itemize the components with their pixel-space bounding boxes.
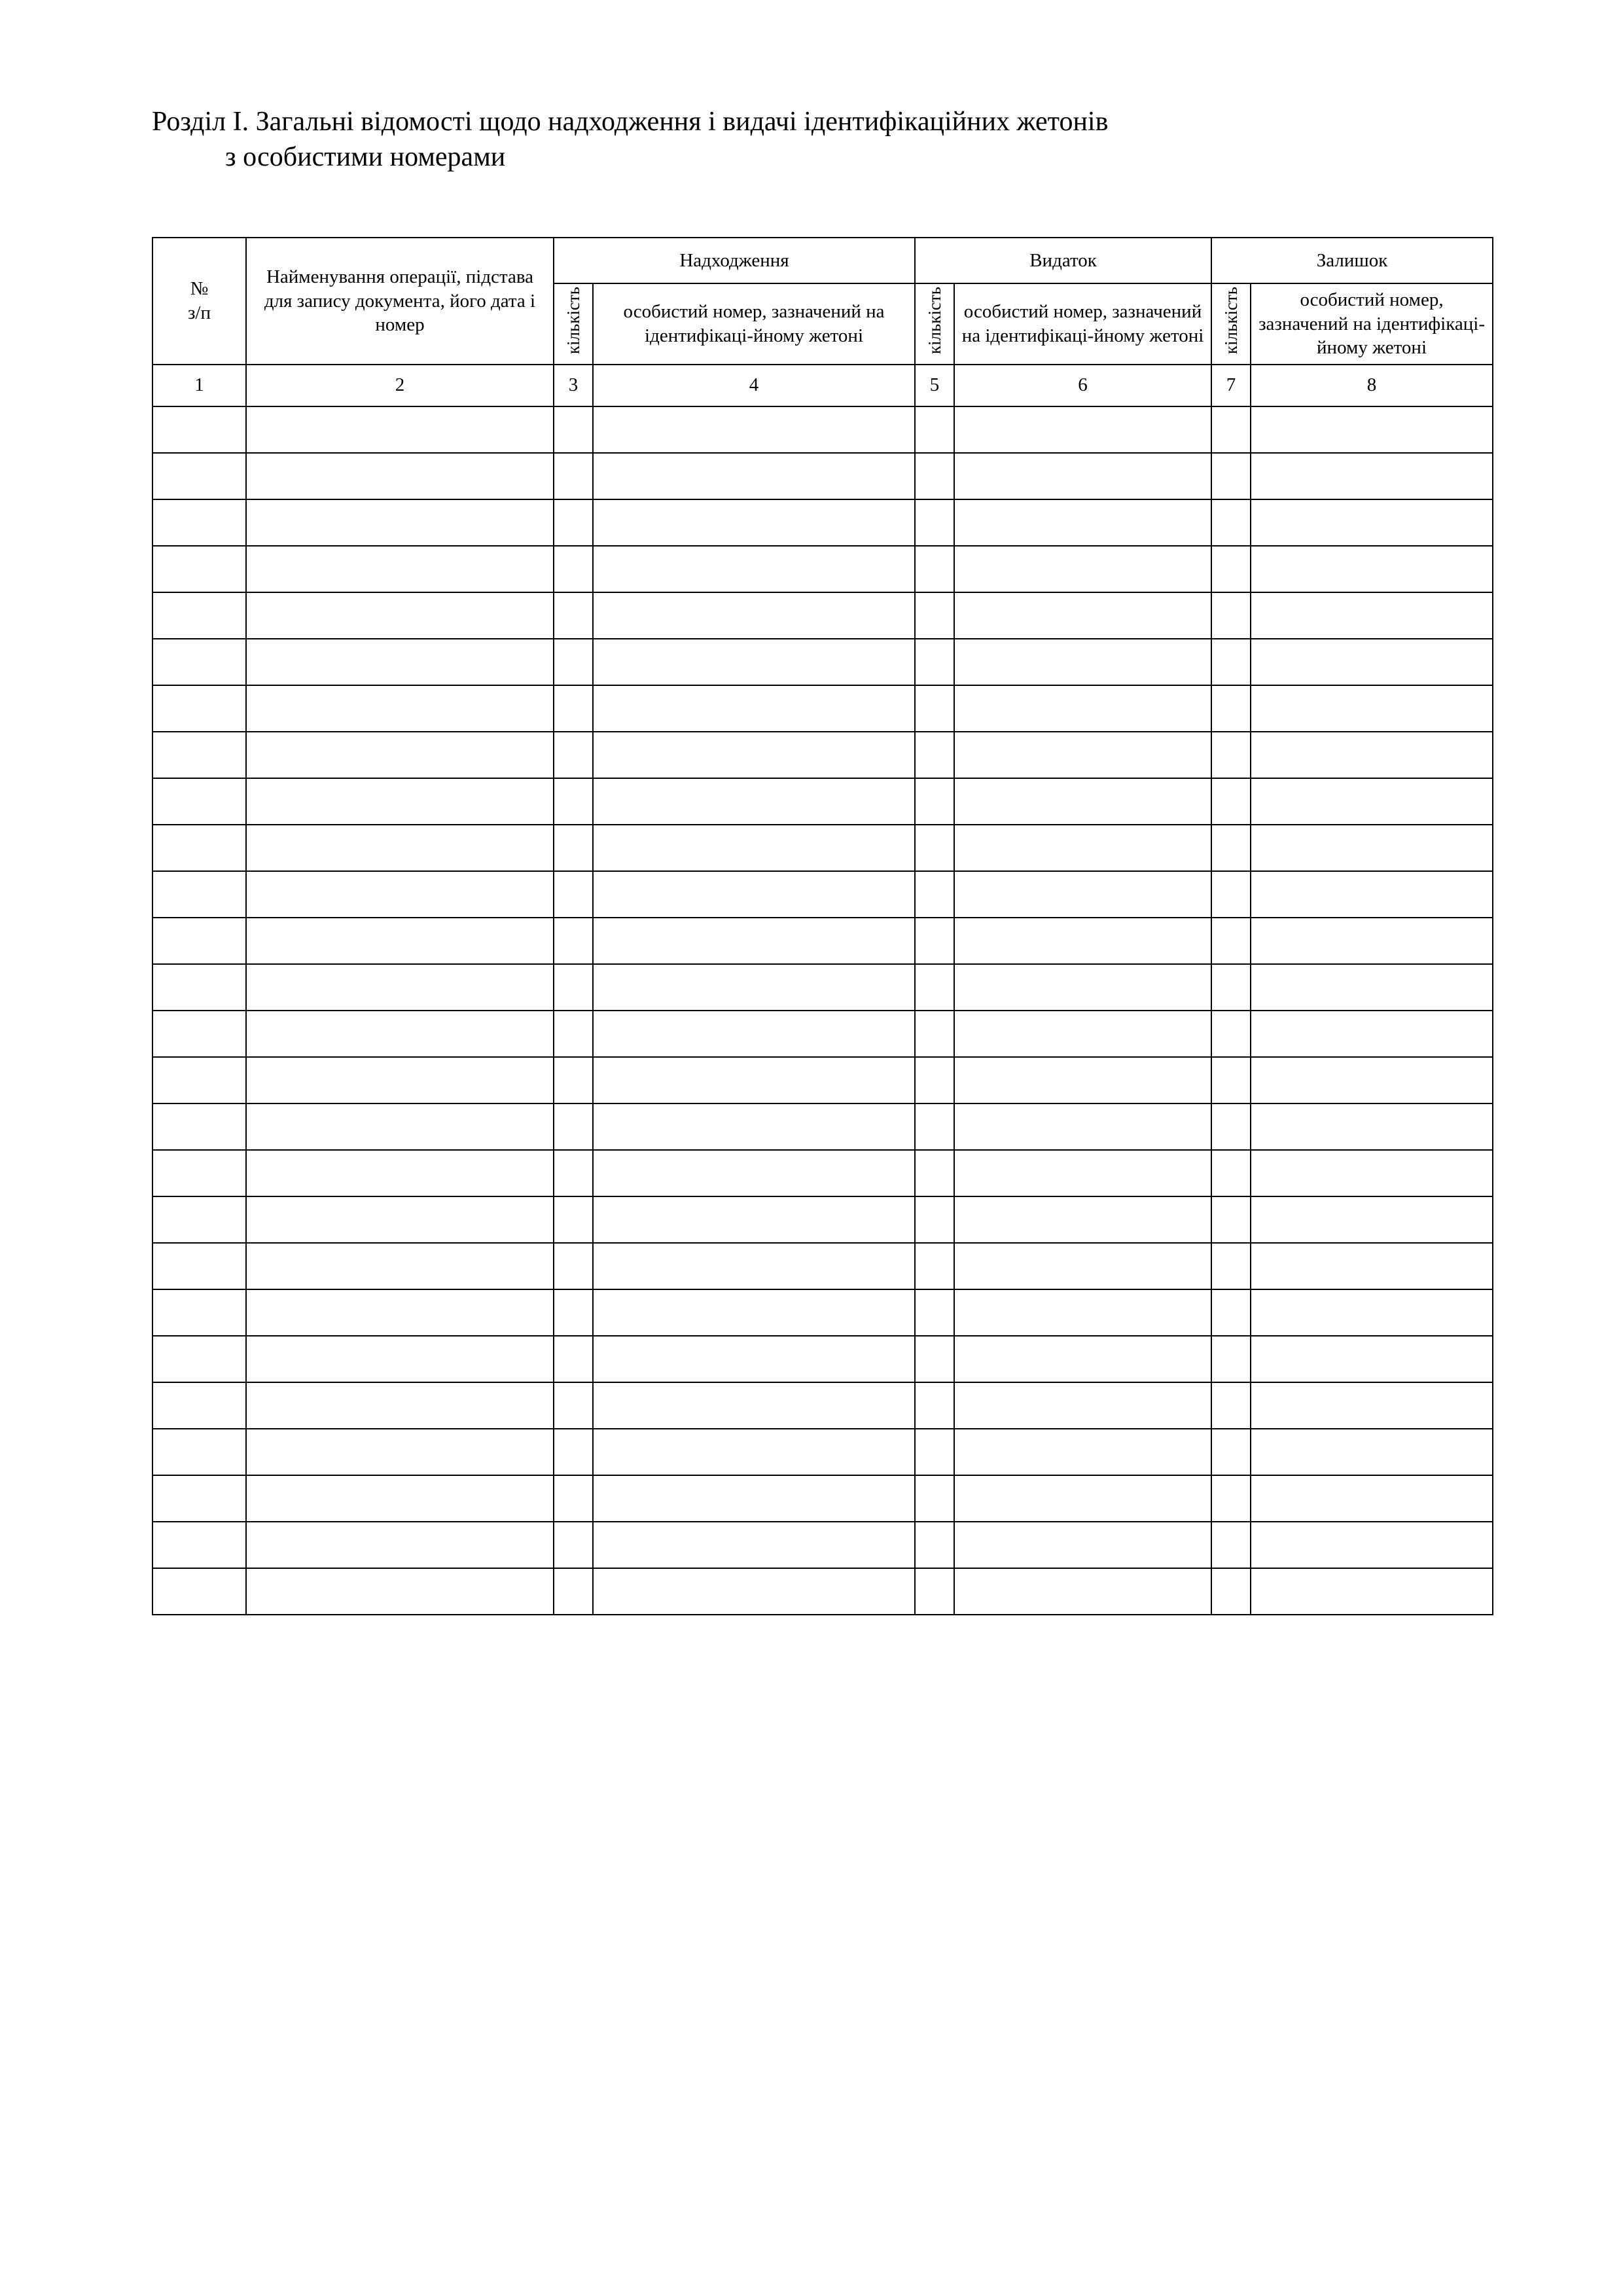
header-row-column-numbers [152,365,1493,406]
table-cell[interactable] [554,685,593,732]
table-cell[interactable] [152,1103,246,1150]
table-row[interactable] [152,1057,1493,1103]
table-cell[interactable] [1251,1568,1493,1615]
table-cell[interactable] [152,592,246,639]
table-cell[interactable] [554,778,593,825]
table-row[interactable] [152,732,1493,778]
table-row[interactable] [152,453,1493,499]
table-cell[interactable] [954,639,1211,685]
table-cell[interactable] [915,1057,954,1103]
table-cell[interactable] [152,825,246,871]
table-cell[interactable] [915,732,954,778]
table-cell[interactable] [954,964,1211,1011]
header-cell-receipt: Надходження [554,238,915,283]
table-cell[interactable] [1251,1522,1493,1568]
table-cell[interactable] [246,1057,554,1103]
table-cell[interactable] [954,1382,1211,1429]
table-cell[interactable] [593,1568,915,1615]
table-row[interactable] [152,1568,1493,1615]
column-number-6: 6 [954,365,1211,406]
table-cell[interactable] [1211,1475,1251,1522]
table-cell[interactable] [954,1011,1211,1057]
table-row[interactable] [152,1382,1493,1429]
table-cell[interactable] [1211,1568,1251,1615]
table-cell[interactable] [915,1196,954,1243]
header-number-line-1: № [190,278,209,300]
table-cell[interactable] [152,1243,246,1289]
table-cell[interactable] [1211,1243,1251,1289]
header-cell-expense-quantity [915,283,954,365]
table-cell[interactable] [1211,778,1251,825]
table-cell[interactable] [593,1103,915,1150]
table-cell[interactable] [1211,546,1251,592]
table-cell[interactable] [1251,1103,1493,1150]
table-cell[interactable] [246,1522,554,1568]
table-cell[interactable] [554,918,593,964]
table-row[interactable] [152,825,1493,871]
table-row[interactable] [152,1475,1493,1522]
table-cell[interactable] [915,406,954,453]
table-cell[interactable] [954,1429,1211,1475]
table-cell[interactable] [246,732,554,778]
table-cell[interactable] [1251,685,1493,732]
table-cell[interactable] [1251,1429,1493,1475]
table-cell[interactable] [954,1336,1211,1382]
column-number-8: 8 [1251,365,1493,406]
table-cell[interactable] [246,871,554,918]
table-cell[interactable] [1211,1382,1251,1429]
table-cell[interactable] [152,778,246,825]
table-cell[interactable] [246,592,554,639]
table-cell[interactable] [152,685,246,732]
table-cell[interactable] [915,1336,954,1382]
table-cell[interactable] [554,1429,593,1475]
table-cell[interactable] [1211,1103,1251,1150]
column-number-2: 2 [246,365,554,406]
table-cell[interactable] [1211,1336,1251,1382]
table-cell[interactable] [246,546,554,592]
table-cell[interactable] [954,406,1211,453]
table-cell[interactable] [954,1150,1211,1196]
table-cell[interactable] [954,778,1211,825]
table-row[interactable] [152,1289,1493,1336]
table-cell[interactable] [554,1475,593,1522]
table-cell[interactable] [1211,918,1251,964]
table-cell[interactable] [1251,592,1493,639]
table-row[interactable] [152,639,1493,685]
table-cell[interactable] [152,1429,246,1475]
table-cell[interactable] [246,1243,554,1289]
table-cell[interactable] [1211,1057,1251,1103]
table-cell[interactable] [593,592,915,639]
table-cell[interactable] [593,1522,915,1568]
table-body [152,406,1493,1615]
table-cell[interactable] [954,1568,1211,1615]
table-cell[interactable] [593,1429,915,1475]
table-cell[interactable] [954,499,1211,546]
table-cell[interactable] [1211,592,1251,639]
table-cell[interactable] [915,918,954,964]
table-cell[interactable] [152,918,246,964]
table-cell[interactable] [593,918,915,964]
table-cell[interactable] [246,406,554,453]
header-cell-operation [246,238,554,365]
table-cell[interactable] [246,639,554,685]
table-row[interactable] [152,499,1493,546]
table-cell[interactable] [915,1103,954,1150]
table-row[interactable] [152,1103,1493,1150]
table-cell[interactable] [554,639,593,685]
table-cell[interactable] [593,639,915,685]
header-expense-quantity-text: кількість [924,287,944,355]
table-cell[interactable] [554,1196,593,1243]
table-cell[interactable] [554,1243,593,1289]
table-cell[interactable] [152,1336,246,1382]
table-cell[interactable] [1211,639,1251,685]
header-number-line-2: з/п [187,302,211,323]
table-cell[interactable] [954,918,1211,964]
table-cell[interactable] [915,1475,954,1522]
table-cell[interactable] [593,1150,915,1196]
table-cell[interactable] [593,1196,915,1243]
table-cell[interactable] [1211,685,1251,732]
table-cell[interactable] [554,1057,593,1103]
table-cell[interactable] [554,1522,593,1568]
table-cell[interactable] [554,1011,593,1057]
table-cell[interactable] [593,1475,915,1522]
table-cell[interactable] [593,732,915,778]
table-cell[interactable] [915,685,954,732]
table-cell[interactable] [915,964,954,1011]
table-cell[interactable] [152,732,246,778]
table-cell[interactable] [554,592,593,639]
table-cell[interactable] [1251,1057,1493,1103]
table-cell[interactable] [152,1057,246,1103]
table-row[interactable] [152,1011,1493,1057]
page-title-line-1: Розділ I. Загальні відомості щодо надходження і видачі ідентифікаційних жетонів [152,107,1109,137]
table-cell[interactable] [152,639,246,685]
table-cell[interactable] [152,1196,246,1243]
table-cell[interactable] [152,546,246,592]
table-cell[interactable] [954,1103,1211,1150]
table-cell[interactable] [1211,871,1251,918]
table-row[interactable] [152,685,1493,732]
table-cell[interactable] [1211,1429,1251,1475]
table-cell[interactable] [1211,1522,1251,1568]
registry-table [152,237,1493,1615]
header-balance-quantity-text: кількість [1221,287,1241,355]
table-cell[interactable] [915,499,954,546]
table-cell[interactable] [246,964,554,1011]
table-row[interactable] [152,778,1493,825]
table-cell[interactable] [1251,871,1493,918]
table-cell[interactable] [1251,964,1493,1011]
column-number-7: 7 [1211,365,1251,406]
table-cell[interactable] [554,1103,593,1150]
table-cell[interactable] [593,1243,915,1289]
table-cell[interactable] [954,1196,1211,1243]
table-cell[interactable] [593,871,915,918]
column-number-3: 3 [554,365,593,406]
table-row[interactable] [152,918,1493,964]
header-cell-balance-quantity [1211,283,1251,365]
table-cell[interactable] [593,778,915,825]
table-cell[interactable] [554,1289,593,1336]
table-cell[interactable] [954,685,1211,732]
table-cell[interactable] [593,1057,915,1103]
table-cell[interactable] [246,1336,554,1382]
table-row[interactable] [152,1243,1493,1289]
table-cell[interactable] [915,1289,954,1336]
table-cell[interactable] [152,964,246,1011]
table-cell[interactable] [954,546,1211,592]
table-cell[interactable] [1211,453,1251,499]
table-cell[interactable] [954,825,1211,871]
table-cell[interactable] [1211,1011,1251,1057]
table-cell[interactable] [593,1011,915,1057]
table-cell[interactable] [915,1522,954,1568]
table-row[interactable] [152,1196,1493,1243]
table-cell[interactable] [593,825,915,871]
table-cell[interactable] [1251,1336,1493,1382]
table-cell[interactable] [152,1289,246,1336]
table-cell[interactable] [1251,1011,1493,1057]
table-cell[interactable] [554,453,593,499]
table-cell[interactable] [152,1475,246,1522]
table-cell[interactable] [1251,499,1493,546]
table-row[interactable] [152,1522,1493,1568]
table-cell[interactable] [954,1289,1211,1336]
table-header [152,238,1493,406]
table-cell[interactable] [915,871,954,918]
table-cell[interactable] [1251,1243,1493,1289]
header-expense-personal-number-text: особистий номер, зазначений на ідентифікаці-йному жетоні [961,301,1204,346]
table-row[interactable] [152,406,1493,453]
table-cell[interactable] [1251,1196,1493,1243]
table-cell[interactable] [246,778,554,825]
table-cell[interactable] [152,1568,246,1615]
table-cell[interactable] [152,1382,246,1429]
table-cell[interactable] [152,871,246,918]
table-cell[interactable] [1251,1150,1493,1196]
table-cell[interactable] [954,871,1211,918]
header-operation-text: Найменування операції, підстава для запису документа, його дата і номер [264,266,536,336]
table-row[interactable] [152,1336,1493,1382]
table-cell[interactable] [246,1429,554,1475]
table-cell[interactable] [1211,499,1251,546]
table-cell[interactable] [1211,1289,1251,1336]
header-cell-receipt-quantity [554,283,593,365]
table-cell[interactable] [246,1150,554,1196]
table-cell[interactable] [554,871,593,918]
table-cell[interactable] [1211,964,1251,1011]
table-cell[interactable] [246,685,554,732]
table-cell[interactable] [915,1243,954,1289]
table-cell[interactable] [1251,1475,1493,1522]
table-cell[interactable] [1251,1289,1493,1336]
table-cell[interactable] [1211,732,1251,778]
table-cell[interactable] [554,1150,593,1196]
table-cell[interactable] [1251,778,1493,825]
table-row[interactable] [152,871,1493,918]
table-cell[interactable] [152,406,246,453]
column-number-4: 4 [593,365,915,406]
table-cell[interactable] [1251,406,1493,453]
table-cell[interactable] [954,592,1211,639]
table-cell[interactable] [1251,453,1493,499]
table-cell[interactable] [1251,1382,1493,1429]
table-cell[interactable] [246,1196,554,1243]
table-cell[interactable] [554,499,593,546]
table-cell[interactable] [915,1150,954,1196]
table-cell[interactable] [954,1243,1211,1289]
table-cell[interactable] [593,499,915,546]
header-row-groups [152,238,1493,283]
table-cell[interactable] [246,1289,554,1336]
table-cell[interactable] [915,546,954,592]
table-cell[interactable] [554,732,593,778]
table-cell[interactable] [593,1336,915,1382]
table-row[interactable] [152,546,1493,592]
table-cell[interactable] [152,499,246,546]
table-cell[interactable] [246,1475,554,1522]
table-cell[interactable] [915,1382,954,1429]
table-cell[interactable] [554,546,593,592]
table-cell[interactable] [954,1475,1211,1522]
table-cell[interactable] [246,1103,554,1150]
table-cell[interactable] [593,546,915,592]
table-cell[interactable] [1251,546,1493,592]
table-cell[interactable] [554,825,593,871]
table-cell[interactable] [1251,918,1493,964]
table-cell[interactable] [915,592,954,639]
header-receipt-personal-number-text: особистий номер, зазначений на ідентифікаці-йному жетоні [623,301,885,346]
table-cell[interactable] [1211,825,1251,871]
table-row[interactable] [152,592,1493,639]
table-cell[interactable] [593,406,915,453]
column-number-5: 5 [915,365,954,406]
header-receipt-quantity-text: кількість [563,287,583,355]
table-cell[interactable] [954,1522,1211,1568]
table-cell[interactable] [954,453,1211,499]
header-cell-balance: Залишок [1211,238,1493,283]
table-cell[interactable] [593,1289,915,1336]
table-cell[interactable] [246,1011,554,1057]
table-cell[interactable] [915,825,954,871]
table-cell[interactable] [1211,406,1251,453]
column-number-1: 1 [152,365,246,406]
header-cell-expense: Видаток [915,238,1211,283]
table-cell[interactable] [246,1382,554,1429]
table-cell[interactable] [593,1382,915,1429]
table-row[interactable] [152,964,1493,1011]
header-cell-expense-personal-number [954,283,1211,365]
table-cell[interactable] [915,1429,954,1475]
table-cell[interactable] [1211,1150,1251,1196]
table-cell[interactable] [593,453,915,499]
table-cell[interactable] [554,406,593,453]
table-cell[interactable] [1251,825,1493,871]
table-cell[interactable] [246,453,554,499]
table-cell[interactable] [152,1150,246,1196]
header-cell-number [152,238,246,365]
page-title-line-2: з особистими номерами [225,141,506,172]
table-cell[interactable] [152,1011,246,1057]
table-cell[interactable] [1251,639,1493,685]
table-cell[interactable] [593,964,915,1011]
table-cell[interactable] [554,1336,593,1382]
table-cell[interactable] [954,1057,1211,1103]
table-cell[interactable] [246,918,554,964]
header-balance-personal-number-text: особистий номер, зазначений на ідентифікаці-йному жетоні [1258,289,1485,359]
table-cell[interactable] [915,1011,954,1057]
table-cell[interactable] [915,1568,954,1615]
table-cell[interactable] [554,1382,593,1429]
table-cell[interactable] [246,499,554,546]
table-cell[interactable] [1211,1196,1251,1243]
table-cell[interactable] [152,1522,246,1568]
table-cell[interactable] [593,685,915,732]
table-cell[interactable] [246,1568,554,1615]
table-cell[interactable] [954,732,1211,778]
table-cell[interactable] [1251,732,1493,778]
page-title [152,105,1487,175]
table-row[interactable] [152,1150,1493,1196]
header-cell-receipt-personal-number [593,283,915,365]
header-cell-balance-personal-number [1251,283,1493,365]
table-cell[interactable] [915,453,954,499]
table-cell[interactable] [554,1568,593,1615]
table-row[interactable] [152,1429,1493,1475]
table-cell[interactable] [915,778,954,825]
table-cell[interactable] [246,825,554,871]
table-cell[interactable] [915,639,954,685]
table-cell[interactable] [554,964,593,1011]
table-cell[interactable] [152,453,246,499]
